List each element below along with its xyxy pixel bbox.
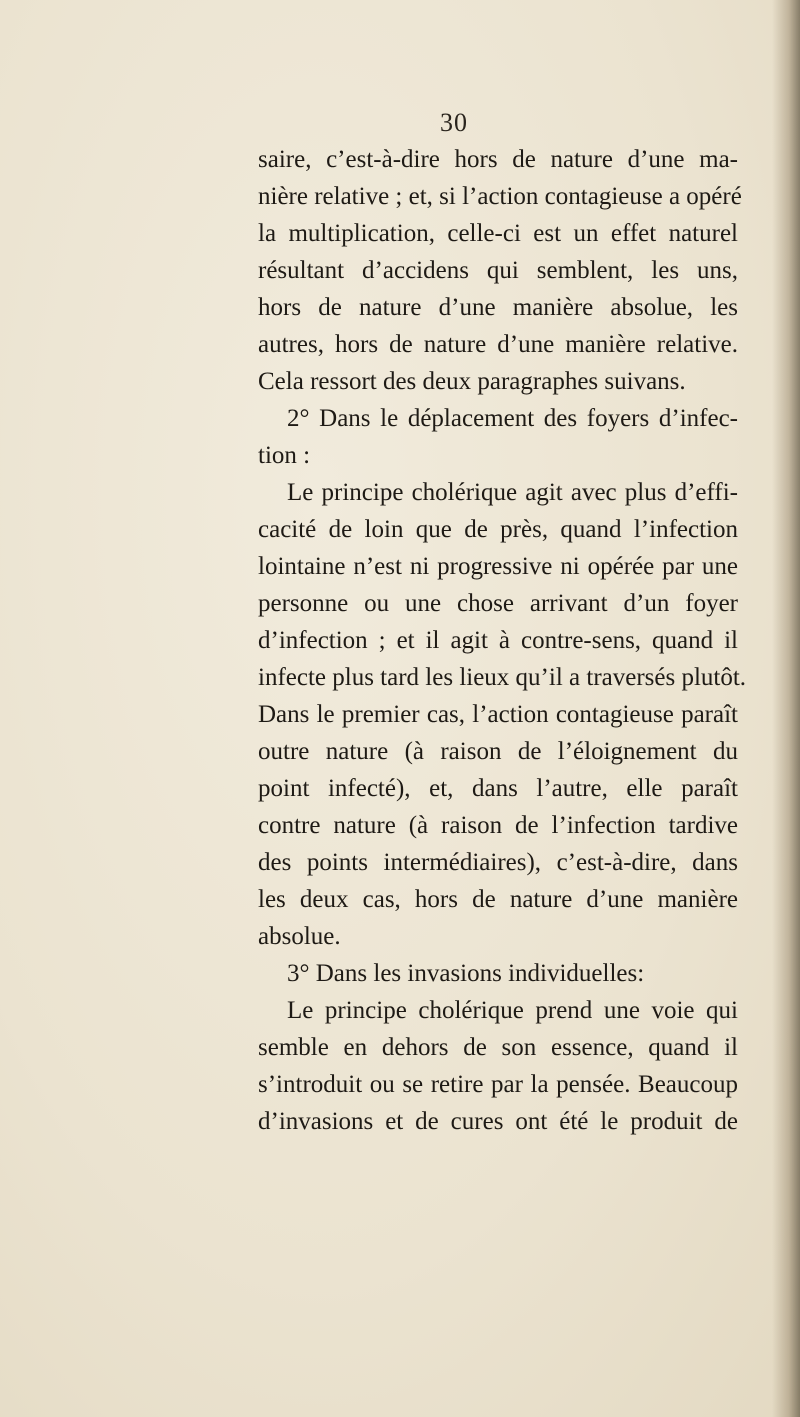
text-line: 2° Dans le déplacement des foyers d’infec- bbox=[287, 405, 738, 432]
text-line: personne ou une chose arrivant d’un foyer bbox=[258, 590, 738, 617]
text-line: saire, c’est-à-dire hors de nature d’une ma- bbox=[258, 146, 738, 173]
text-line: infecte plus tard les lieux qu’il a traversés plutôt. bbox=[258, 664, 747, 691]
text-line: outre nature (à raison de l’éloignement du bbox=[258, 738, 738, 765]
text-line: 3° Dans les invasions individuelles: bbox=[287, 960, 645, 987]
text-line: Cela ressort des deux paragraphes suivans. bbox=[258, 368, 686, 395]
text-line: d’infection ; et il agit à contre-sens, quand il bbox=[258, 627, 738, 654]
text-line: Dans le premier cas, l’action contagieuse paraît bbox=[258, 701, 738, 728]
text-line: nière relative ; et, si l’action contagieuse a opéré bbox=[258, 183, 742, 210]
text-line: s’introduit ou se retire par la pensée. Beaucoup bbox=[258, 1071, 738, 1098]
text-line: cacité de loin que de près, quand l’infection bbox=[258, 516, 738, 543]
text-line: la multiplication, celle-ci est un effet naturel bbox=[258, 220, 738, 247]
text-line: les deux cas, hors de nature d’une manière bbox=[258, 886, 738, 913]
text-line: semble en dehors de son essence, quand il bbox=[258, 1034, 738, 1061]
text-line: autres, hors de nature d’une manière relative. bbox=[258, 331, 738, 358]
text-line: lointaine n’est ni progressive ni opérée par une bbox=[258, 553, 738, 580]
text-line: point infecté), et, dans l’autre, elle paraît bbox=[258, 775, 738, 802]
text-line: tion : bbox=[258, 442, 311, 469]
text-line: absolue. bbox=[258, 923, 341, 950]
text-line: d’invasions et de cures ont été le produit de bbox=[258, 1108, 738, 1135]
text-line: résultant d’accidens qui semblent, les uns, bbox=[258, 257, 738, 284]
text-line: des points intermédiaires), c’est-à-dire, dans bbox=[258, 849, 738, 876]
text-line: hors de nature d’une manière absolue, les bbox=[258, 294, 738, 321]
page-number: 30 bbox=[440, 108, 468, 137]
body-text bbox=[258, 141, 747, 1140]
text-line: Le principe cholérique prend une voie qui bbox=[287, 997, 738, 1024]
page-edge-shadow bbox=[772, 0, 800, 1417]
text-line: Le principe cholérique agit avec plus d’effi- bbox=[287, 479, 738, 506]
text-line: contre nature (à raison de l’infection tardive bbox=[258, 812, 738, 839]
